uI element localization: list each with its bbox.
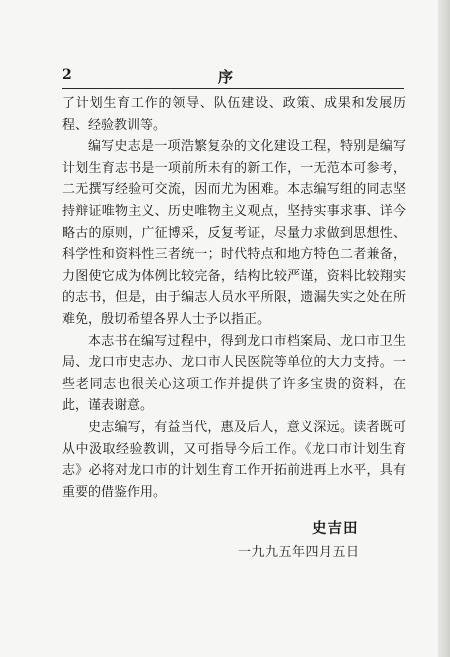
- paragraph-continuation: 了计划生育工作的领导、队伍建设、政策、成果和发展历程、经验教训等。: [62, 96, 406, 133]
- author-signature: 史吉田: [312, 520, 359, 537]
- page-header: [62, 66, 404, 89]
- page-number: 2: [62, 67, 72, 83]
- preface-body: [62, 93, 406, 503]
- paragraph-acknowledgements: 本志书在编写过程中，得到龙口市档案局、龙口市卫生局、龙口市史志办、龙口市人民医院等单位的大力支持。一些老同志也很关心这项工作并提供了许多宝贵的资料，在此，谨表谢意。: [62, 333, 406, 414]
- running-title: 序: [218, 68, 236, 86]
- paragraph-compilation-difficulty: 编写史志是一项浩繁复杂的文化建设工程，特别是编写计划生育志书是一项前所未有的新工作，一无范本可参考，二无撰写经验可交流，因而尤为困难。本志编写组的同志坚持辩证唯物主义、历史唯物主义观点，坚持实事求事、详今略古的原则，广征博采，反复考证，尽量力求做到思想性、科学性和资料性三者统一；时代特点和地方特色二者兼备，力图使它成为体例比较完备，结构比较严谨，资料比较翔实的志书，但是，由于编志人员水平所限，遗漏失实之处在所难免，殷切希望各界人士予以指正。: [62, 139, 406, 327]
- page-binding-edge: [438, 0, 450, 657]
- signature-date: 一九九五年四月五日: [238, 545, 360, 560]
- paragraph-significance: 史志编写，有益当代，惠及后人，意义深远。读者既可从中汲取经验教训，又可指导今后工作。《龙口市计划生育志》必将对龙口市的计划生育工作开拓前进再上水平，具有重要的借鉴作用。: [62, 419, 406, 500]
